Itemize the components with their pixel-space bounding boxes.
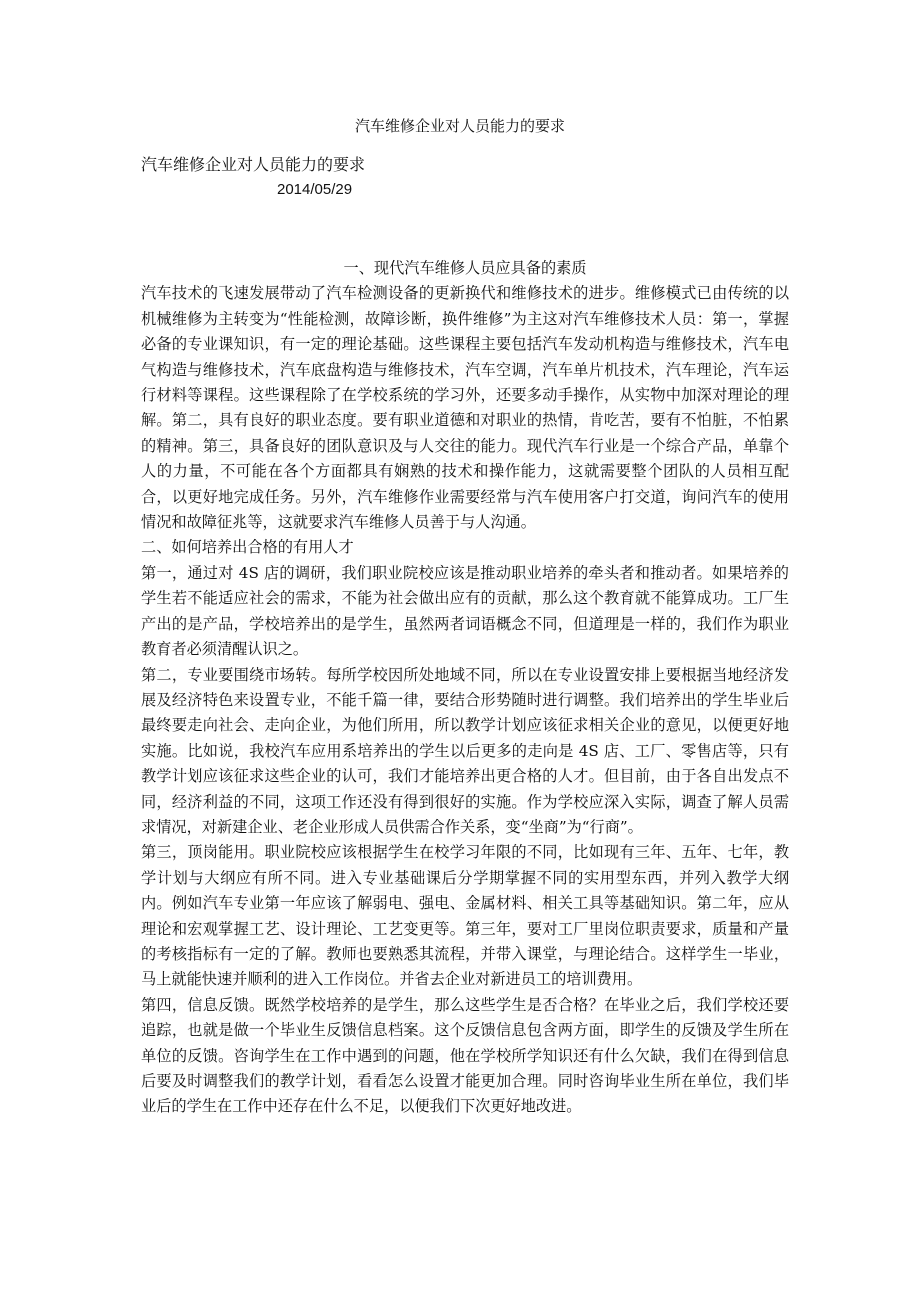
document-title: 汽车维修企业对人员能力的要求	[354, 117, 565, 135]
section-2-paragraph-4: 第四，信息反馈。既然学校培养的是学生，那么这些学生是否合格？在毕业之后，我们学校还要追踪，也就是做一个毕业生反馈信息档案。这个反馈信息包含两方面，即学生的反馈及学生所在单位的反馈。咨询学生在工作中遇到的问题，他在学校所学知识还有什么欠缺，我们在得到信息后要及时调整我们的教学计划，看看怎么设置才能更加合理。同时咨询毕业生所在单位，我们毕业后的学生在工作中还存在什么不足，以便我们下次更好地改进。	[141, 995, 789, 1116]
document-date: 2014/05/29	[277, 181, 353, 198]
document-body	[141, 256, 789, 1120]
section-heading-2: 二、如何培养出合格的有用人才	[141, 538, 354, 557]
section-2-paragraph-1: 第一，通过对 4S 店的调研，我们职业院校应该是推动职业培养的牵头者和推动者。如果培养的学生若不能适应社会的需求，不能为社会做出应有的贡献，那么这个教育就不能算成功。工厂生产出的是产品，学校培养出的是学生，虽然两者词语概念不同，但道理是一样的，我们作为职业教育者必须清醒认识之。	[141, 563, 789, 659]
section-2-paragraph-2: 第二，专业要围绕市场转。每所学校因所处地域不同，所以在专业设置安排上要根据当地经济发展及经济特色来设置专业，不能千篇一律，要结合形势随时进行调整。我们培养出的学生毕业后最终要走向社会、走向企业，为他们所用，所以教学计划应该征求相关企业的意见，以便更好地实施。比如说，我校汽车应用系培养出的学生以后更多的走向是 4S 店、工厂、零售店等，只有教学计划应该征求这些企业的认可，我们才能培养出更合格的人才。但目前，由于各自出发点不同，经济利益的不同，这项工作还没有得到很好的实施。作为学校应深入实际，调查了解人员需求情况，对新建企业、老企业形成人员供需合作关系，变“坐商”为“行商”。	[141, 665, 789, 836]
section-2-paragraph-3: 第三，顶岗能用。职业院校应该根据学生在校学习年限的不同，比如现有三年、五年、七年，教学计划与大纲应有所不同。进入专业基础课后分学期掌握不同的实用型东西，并列入教学大纲内。例如汽车专业第一年应该了解弱电、强电、金属材料、相关工具等基础知识。第二年，应从理论和宏观掌握工艺、设计理论、工艺变更等。第三年，要对工厂里岗位职责要求，质量和产量的考核指标有一定的了解。教师也要熟悉其流程，并带入课堂，与理论结合。这样学生一毕业，马上就能快速并顺利的进入工作岗位。并省去企业对新进员工的培训费用。	[141, 843, 789, 989]
section-heading-1: 一、现代汽车维修人员应具备的素质	[343, 259, 587, 277]
section-1-paragraph: 汽车技术的飞速发展带动了汽车检测设备的更新换代和维修技术的进步。维修模式已由传统的以机械维修为主转变为“性能检测，故障诊断，换件维修”为主这对汽车维修技术人员：第一，掌握必备的专业课知识，有一定的理论基础。这些课程主要包括汽车发动机构造与维修技术，汽车电气构造与维修技术，汽车底盘构造与维修技术，汽车空调，汽车单片机技术，汽车理论，汽车运行材料等课程。这些课程除了在学校系统的学习外，还要多动手操作，从实物中加深对理论的理解。第二，具有良好的职业态度。要有职业道德和对职业的热情，肯吃苦，要有不怕脏，不怕累的精神。第三，具备良好的团队意识及与人交往的能力。现代汽车行业是一个综合产品，单靠个人的力量，不可能在各个方面都具有娴熟的技术和操作能力，这就需要整个团队的人员相互配合，以更好地完成任务。另外，汽车维修作业需要经常与汽车使用客户打交道，询问汽车的使用情况和故障征兆等，这就要求汽车维修人员善于与人沟通。	[141, 284, 789, 532]
document-subtitle: 汽车维修企业对人员能力的要求	[141, 155, 366, 174]
